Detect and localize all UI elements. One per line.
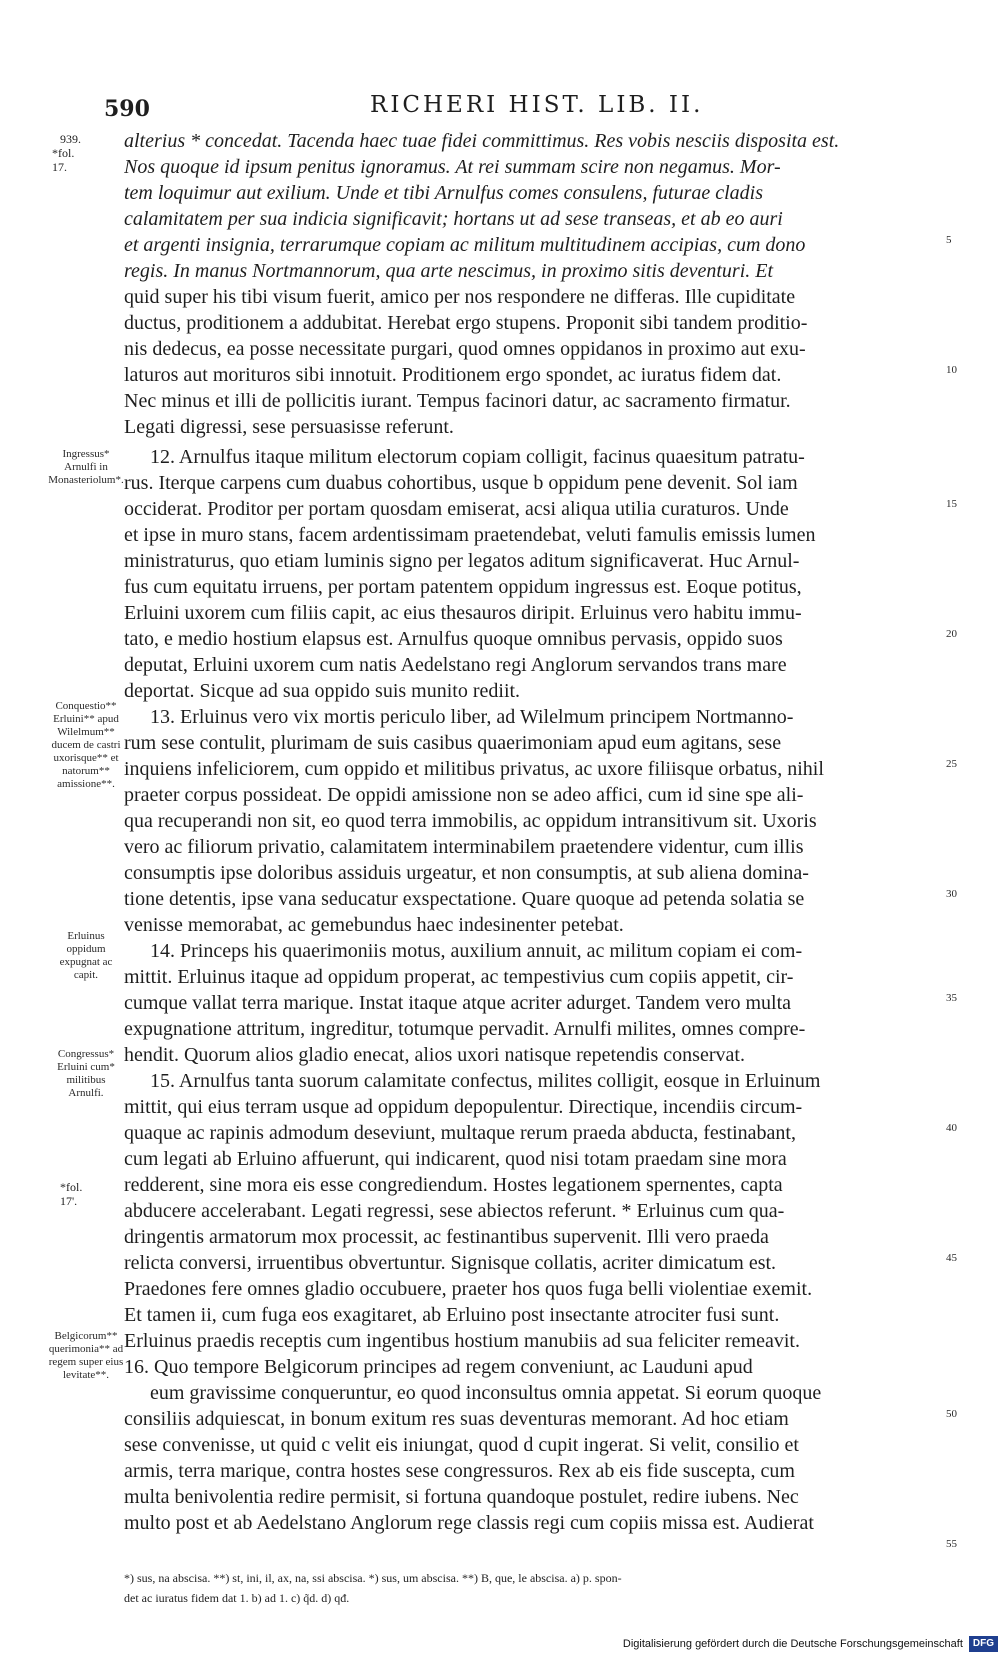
margin-note-14: Erluinus oppidum expugnat ac capit. [59,930,113,981]
credit-text: Digitalisierung gefördert durch die Deutsche Forschungsgemeinschaft [622,1638,963,1650]
text-line: sese convenisse, ut quid c velit eis iniungat, quod d cupit ingerat. Si velit, consilio et [124,1434,799,1456]
text-line: Erluinus praedis receptis cum ingentibus hostium manubiis ad sua feliciter remeavit. [124,1330,800,1352]
line-number: 45 [946,1252,957,1264]
text-line: rum sese contulit, plurimam de suis casibus quaerimoniam apud eum agitans, sese [124,732,782,754]
line-number: 15 [946,498,957,510]
text-line: alterius * concedat. Tacenda haec tuae fidei committimus. Res vobis nesciis disposita est. [124,130,840,152]
text-line: tione detentis, ipse vana seducatur exspectatione. Quare quoque ad petenda solatia se [124,888,805,910]
line-number: 55 [946,1538,957,1550]
line-number: 30 [946,888,957,900]
text-line: quaque ac rapinis admodum deseviunt, multaque rerum praeda abducta, festinabant, [124,1122,796,1144]
text-line: armis, terra marique, contra hostes sese congressuros. Rex ab eis fide suscepta, cum [124,1460,795,1482]
text-line: redderent, sine mora eis esse congrediendum. Hostes legationem spernentes, capta [124,1174,783,1196]
text-line: calamitatem per sua indicia significavit; hortans ut ad sese transeas, et ab eo auri [124,208,783,230]
footnote-line: det ac iuratus fidem dat 1. b) ad 1. c) q̃d. d) qđ. [124,1591,350,1605]
text-line: abducere accelerabant. Legati regressi, sese abiectos referunt. * Erluinus cum qua- [124,1200,785,1222]
text-line: inquiens infeliciorem, cum oppido et militibus privatus, ac uxore filiisque orbatus, nihil [124,758,824,780]
text-line: hendit. Quorum alios gladio enecat, alios uxori natisque repetendis conservat. [124,1044,745,1066]
text-line: multo post et ab Aedelstano Anglorum rege classis regi cum copiis missa est. Audierat [124,1512,814,1534]
text-line: regis. In manus Nortmannorum, qua arte nescimus, in proximo sitis deventuri. Et [124,260,774,282]
text-line: dringentis armatorum mox processit, ac festinantibus supervenit. Illi vero praeda [124,1226,769,1248]
text-line: Praedones fere omnes gladio occubuere, praeter hos quos fuga belli violentiae exemit. [124,1278,813,1300]
text-line [124,1536,934,1562]
text-line: quid super his tibi visum fuerit, amico per nos respondere ne differas. Ille cupiditate [124,286,796,308]
text-line: et ipse in muro stans, facem ardentissimam praetendebat, veluti famulis emissis lumen [124,524,816,546]
text-line: venisse memorabat, ac gemebundus haec indesinenter petebat. [124,914,624,936]
chapter-13-start: 13. Erluinus vero vix mortis periculo liber, ad Wilelmum principem Nortmanno- [150,706,794,728]
text-line: Legati digressi, sese persuasisse referunt. [124,416,454,438]
line-number: 25 [946,758,957,770]
text-line: relicta conversi, irruentibus obvertuntur. Signisque collatis, acriter dimicatum est. [124,1252,777,1274]
page-number: 590 [104,96,150,122]
line-number: 50 [946,1408,957,1420]
chapter-15-start: 15. Arnulfus tanta suorum calamitate confectus, milites colligit, eosque in Erluinum [150,1070,821,1092]
text-line: deportat. Sicque ad sua oppido suis munito rediit. [124,680,521,702]
text-line: cum legati ab Erluino affuerunt, qui indicarent, quod nisi totam praedam sine mora [124,1148,787,1170]
text-line: vero ac filiorum privatio, calamitatem interminabilem praetendere videntur, cum illis [124,836,804,858]
text-line: Nos quoque id ipsum penitus ignoramus. At rei summam scire non negamus. Mor- [124,156,781,178]
margin-note-13: Conquestio** Erluini** apud Wilelmum** ducem de castri uxorisque** et natorum** amissione**. [51,700,121,790]
margin-folio-ref-2: *fol. 17'. [60,1180,83,1208]
text-line: fus cum equitatu irruens, per portam patentem oppidum ingressus est. Eoque potitus, [124,576,802,598]
margin-note-12: Ingressus* Arnulfi in Monasteriolum*. [48,448,124,486]
text-line: consiliis adquiescat, in bonum exitum res suas deventuras memorant. Ad hoc etiam [124,1408,789,1430]
text-line: Erluini uxorem cum filiis capit, ac eius thesauros diripit. Erluinus vero habitu immu- [124,602,802,624]
margin-year: 939. [60,132,81,146]
text-line: praeter corpus possideat. De oppidi amissione non se adeo affici, cum id sine spe ali- [124,784,804,806]
text-line: laturos aut morituros sibi innotuit. Proditionem ergo spondet, ac iuratus fidem dat. [124,364,782,386]
line-number: 20 [946,628,957,640]
line-number: 10 [946,364,957,376]
text-line: occiderat. Proditor per portam quosdam emiserat, acsi aliqua utilia curaturos. Unde [124,498,789,520]
text-line: mittit. Erluinus itaque ad oppidum properat, ac tempestivius cum copiis appetit, cir- [124,966,794,988]
text-line: ductus, proditionem a addubitat. Herebat ergo stupens. Proponit sibi tandem proditio- [124,312,808,334]
chapter-16-start: eum gravissime conqueruntur, eo quod inconsultus omnia appetat. Si eorum quoque [150,1382,822,1404]
footnote-line: *) sus, na abscisa. **) st, ini, il, ax, na, ssi abscisa. *) sus, um abscisa. **) B, que, le abscisa. a) p. spon- [124,1571,622,1585]
line-number: 5 [946,234,952,246]
text-line: tato, e medio hostium elapsus est. Arnulfus quoque omnibus pervasis, oppido suos [124,628,783,650]
digitization-credit [612,1634,1000,1654]
margin-note-16: Belgicorum** querimonia** ad regem super eius levitate**. [48,1330,124,1381]
text-line: consumptis ipse doloribus assiduis urgeatur, et non consumptis, at sub aliena domina- [124,862,809,884]
text-line: et argenti insignia, terrarumque copiam ac militum multitudinem accipias, cum dono [124,234,806,256]
text-line: nis dedecus, ea posse necessitate purgari, quod omnes oppidanos in proximo aut exu- [124,338,806,360]
line-number: 40 [946,1122,957,1134]
chapter-12-start: 12. Arnulfus itaque militum electorum copiam colligit, facinus quaesitum patratu- [150,446,805,468]
text-line: expugnatione attritum, ingreditur, totumque pervadit. Arnulfi milites, omnes compre- [124,1018,806,1040]
text-line: cumque vallat terra marique. Instat itaque atque acriter adurget. Tandem vero multa [124,992,792,1014]
footnotes [124,1568,934,1608]
text-line: multa benivolentia redire permisit, si fortuna quandoque postulet, redire iubens. Nec [124,1486,799,1508]
dfg-logo: DFG [969,1636,998,1652]
margin-folio-ref: *fol. 17. [52,146,75,174]
text-line: qua recuperandi non sit, eo quod terra immobilis, ac oppidum intransitivum sit. Uxoris [124,810,817,832]
running-title: RICHERI HIST. LIB. II. [370,92,704,118]
text-line: tem loquimur aut exilium. Unde et tibi Arnulfus comes consulens, futurae cladis [124,182,764,204]
margin-note-15: Congressus* Erluini cum* militibus Arnulfi. [57,1048,115,1099]
text-line: 16. Quo tempore Belgicorum principes ad regem conveniunt, ac Lauduni apud [124,1356,753,1378]
text-line: Nec minus et illi de pollicitis iurant. Tempus facinori datur, ac sacramento firmatur. [124,390,791,412]
line-number: 35 [946,992,957,1004]
text-line: deputat, Erluini uxorem cum natis Aedelstano regi Anglorum servandos trans mare [124,654,787,676]
text-line: Et tamen ii, cum fuga eos exagitaret, ab Erluino post insectante atrociter fusi sunt. [124,1304,780,1326]
chapter-14-start: 14. Princeps his quaerimoniis motus, auxilium annuit, ac militum copiam ei com- [150,940,803,962]
text-line: ministraturus, quo etiam luminis signo per legatos aditum significaverat. Huc Arnul- [124,550,800,572]
page-header [0,88,1000,128]
text-line: mittit, qui eius terram usque ad oppidum depopulentur. Directique, incendiis circum- [124,1096,803,1118]
text-line: rus. Iterque carpens cum duabus cohortibus, usque b oppidum pene devenit. Sol iam [124,472,798,494]
